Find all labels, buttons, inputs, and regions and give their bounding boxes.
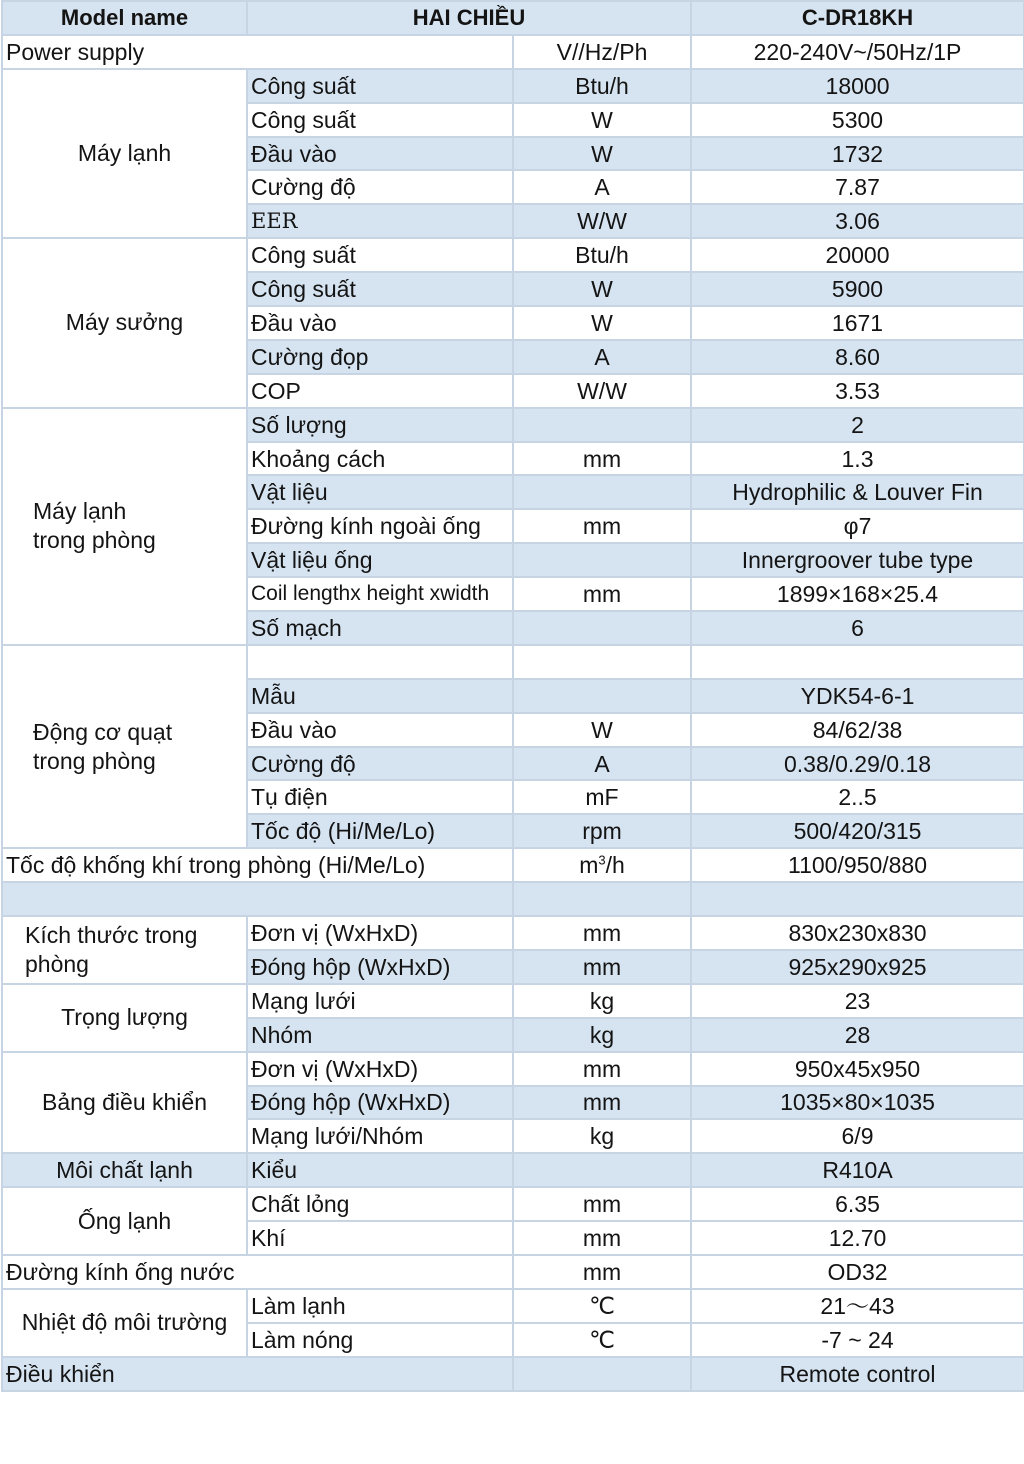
row-unit: Btu/h [513, 238, 691, 272]
row-value: Hydrophilic & Louver Fin [691, 475, 1024, 509]
group-line: trong phòng [33, 747, 156, 774]
piping-row [2, 1187, 1024, 1221]
row-label: Làm lạnh [247, 1289, 513, 1323]
row-value: 950x45x950 [691, 1052, 1024, 1086]
spacer-cell [513, 882, 691, 916]
row-unit [513, 475, 691, 509]
drain-unit: mm [513, 1255, 691, 1289]
row-unit: rpm [513, 814, 691, 848]
row-value: 830x230x830 [691, 916, 1024, 950]
row-unit [513, 1153, 691, 1187]
header-row [2, 1, 1024, 35]
piping-group: Ống lạnh [2, 1187, 247, 1255]
row-value: 6/9 [691, 1119, 1024, 1153]
spacer-row [2, 882, 1024, 916]
row-label: Đường kính ngoài ống [247, 509, 513, 543]
control-value: Remote control [691, 1357, 1024, 1391]
row-label: Chất lỏng [247, 1187, 513, 1221]
refrigerant-row [2, 1153, 1024, 1187]
row-unit: Btu/h [513, 69, 691, 103]
row-label: EER [247, 204, 513, 238]
type-header: HAI CHIỀU [247, 1, 691, 35]
row-value: 18000 [691, 69, 1024, 103]
row-value: 5300 [691, 103, 1024, 137]
row-label: Vật liệu [247, 475, 513, 509]
row-value: 1732 [691, 137, 1024, 171]
row-label: Tụ điện [247, 780, 513, 814]
power-supply-row [2, 35, 1024, 69]
weight-row [2, 984, 1024, 1018]
spec-table [1, 0, 1024, 1392]
row-label: Số mạch [247, 611, 513, 645]
row-value: 2 [691, 408, 1024, 442]
drain-row [2, 1255, 1024, 1289]
power-supply-unit: V//Hz/Ph [513, 35, 691, 69]
row-label: Mạng lưới [247, 984, 513, 1018]
row-value: Innergroover tube type [691, 543, 1024, 577]
ambient-row [2, 1289, 1024, 1323]
row-label: Đơn vị (WxHxD) [247, 916, 513, 950]
row-unit: mm [513, 1187, 691, 1221]
row-value: 6.35 [691, 1187, 1024, 1221]
group-line: trong phòng [33, 527, 156, 554]
row-value: 7.87 [691, 170, 1024, 204]
row-value: 8.60 [691, 340, 1024, 374]
row-label: Cường đọp [247, 340, 513, 374]
drain-label: Đường kính ống nước [2, 1255, 513, 1289]
power-supply-value: 220-240V~/50Hz/1P [691, 35, 1024, 69]
indoor-fan-row [2, 645, 1024, 679]
row-value: -7 ~ 24 [691, 1323, 1024, 1357]
row-label: Số lượng [247, 408, 513, 442]
row-label: Mẫu [247, 679, 513, 713]
cooling-group: Máy lạnh [2, 69, 247, 238]
spacer-cell [691, 882, 1024, 916]
row-value: 20000 [691, 238, 1024, 272]
row-value: 28 [691, 1018, 1024, 1052]
indoor-fan-group [2, 645, 247, 848]
row-value: R410A [691, 1153, 1024, 1187]
cooling-row [2, 69, 1024, 103]
row-value: YDK54-6-1 [691, 679, 1024, 713]
row-unit: W [513, 306, 691, 340]
row-value: 1671 [691, 306, 1024, 340]
row-label: Đóng hộp (WxHxD) [247, 1086, 513, 1120]
row-label: Công suất [247, 69, 513, 103]
row-unit [513, 679, 691, 713]
row-label: COP [247, 374, 513, 408]
row-unit: W [513, 713, 691, 747]
row-unit: mm [513, 1052, 691, 1086]
row-label: Cường độ [247, 170, 513, 204]
row-value: 2..5 [691, 780, 1024, 814]
row-value: φ7 [691, 509, 1024, 543]
row-value: 6 [691, 611, 1024, 645]
row-label: Kiểu [247, 1153, 513, 1187]
refrigerant-group: Môi chất lạnh [2, 1153, 247, 1187]
control-label: Điều khiển [2, 1357, 513, 1391]
row-label: Khoảng cách [247, 442, 513, 476]
row-label: Đơn vị (WxHxD) [247, 1052, 513, 1086]
group-line: Máy lạnh [33, 498, 127, 525]
row-value: 1.3 [691, 442, 1024, 476]
panel-row [2, 1052, 1024, 1086]
row-label [247, 645, 513, 679]
unit-superscript: 3 [598, 852, 606, 868]
row-value: 0.38/0.29/0.18 [691, 747, 1024, 781]
row-unit [513, 543, 691, 577]
row-label: Làm nóng [247, 1323, 513, 1357]
row-value [691, 645, 1024, 679]
unit-base: m [579, 852, 599, 879]
row-unit: ℃ [513, 1289, 691, 1323]
row-unit [513, 408, 691, 442]
row-value: 500/420/315 [691, 814, 1024, 848]
indoor-coil-row [2, 408, 1024, 442]
row-label: Tốc độ (Hi/Me/Lo) [247, 814, 513, 848]
row-value: 5900 [691, 272, 1024, 306]
drain-value: OD32 [691, 1255, 1024, 1289]
airflow-row [2, 848, 1024, 882]
group-line: Động cơ quạt [33, 718, 173, 745]
row-label: Đóng hộp (WxHxD) [247, 950, 513, 984]
row-value: 84/62/38 [691, 713, 1024, 747]
dimensions-row [2, 916, 1024, 950]
row-unit: kg [513, 984, 691, 1018]
row-unit: mF [513, 780, 691, 814]
row-label: Coil lengthx height xwidth [247, 577, 513, 611]
panel-group: Bảng điều khiển [2, 1052, 247, 1154]
row-unit: A [513, 170, 691, 204]
row-unit: A [513, 340, 691, 374]
row-unit: W [513, 103, 691, 137]
row-label: Vật liệu ống [247, 543, 513, 577]
row-unit: W/W [513, 204, 691, 238]
row-unit: ℃ [513, 1323, 691, 1357]
row-label: Cường độ [247, 747, 513, 781]
row-value: 1035×80×1035 [691, 1086, 1024, 1120]
row-value: 23 [691, 984, 1024, 1018]
model-header: C-DR18KH [691, 1, 1024, 35]
row-label: Công suất [247, 238, 513, 272]
ambient-group: Nhiệt độ môi trường [2, 1289, 247, 1357]
row-unit: mm [513, 950, 691, 984]
row-value: 1899×168×25.4 [691, 577, 1024, 611]
row-label: Nhóm [247, 1018, 513, 1052]
row-unit: A [513, 747, 691, 781]
row-label: Đầu vào [247, 713, 513, 747]
row-label: Đầu vào [247, 137, 513, 171]
control-row [2, 1357, 1024, 1391]
row-value: 12.70 [691, 1221, 1024, 1255]
row-label: Mạng lưới/Nhóm [247, 1119, 513, 1153]
row-unit: W [513, 272, 691, 306]
row-value: 21～43 [691, 1289, 1024, 1323]
row-label: Khí [247, 1221, 513, 1255]
spacer-cell [2, 882, 513, 916]
row-label: Đầu vào [247, 306, 513, 340]
group-line: Kích thước trong [25, 921, 198, 948]
row-unit [513, 611, 691, 645]
heating-group: Máy sưởng [2, 238, 247, 407]
airflow-unit [513, 848, 691, 882]
row-label: Công suất [247, 103, 513, 137]
heating-row [2, 238, 1024, 272]
dimensions-group [2, 916, 247, 984]
row-unit: kg [513, 1018, 691, 1052]
row-value: 3.53 [691, 374, 1024, 408]
airflow-label: Tốc độ khống khí trong phòng (Hi/Me/Lo) [2, 848, 513, 882]
row-unit: mm [513, 577, 691, 611]
model-name-header: Model name [2, 1, 247, 35]
row-label: Công suất [247, 272, 513, 306]
row-unit: mm [513, 1086, 691, 1120]
row-unit: W [513, 137, 691, 171]
row-unit: mm [513, 1221, 691, 1255]
control-unit [513, 1357, 691, 1391]
group-line: phòng [25, 950, 89, 977]
row-unit: mm [513, 442, 691, 476]
row-value: 3.06 [691, 204, 1024, 238]
row-unit: mm [513, 509, 691, 543]
power-supply-label: Power supply [2, 35, 513, 69]
row-unit: W/W [513, 374, 691, 408]
unit-tail: /h [605, 852, 625, 879]
weight-group: Trọng lượng [2, 984, 247, 1052]
indoor-coil-group [2, 408, 247, 645]
row-unit [513, 645, 691, 679]
row-unit: mm [513, 916, 691, 950]
row-unit: kg [513, 1119, 691, 1153]
airflow-value: 1100/950/880 [691, 848, 1024, 882]
row-value: 925x290x925 [691, 950, 1024, 984]
